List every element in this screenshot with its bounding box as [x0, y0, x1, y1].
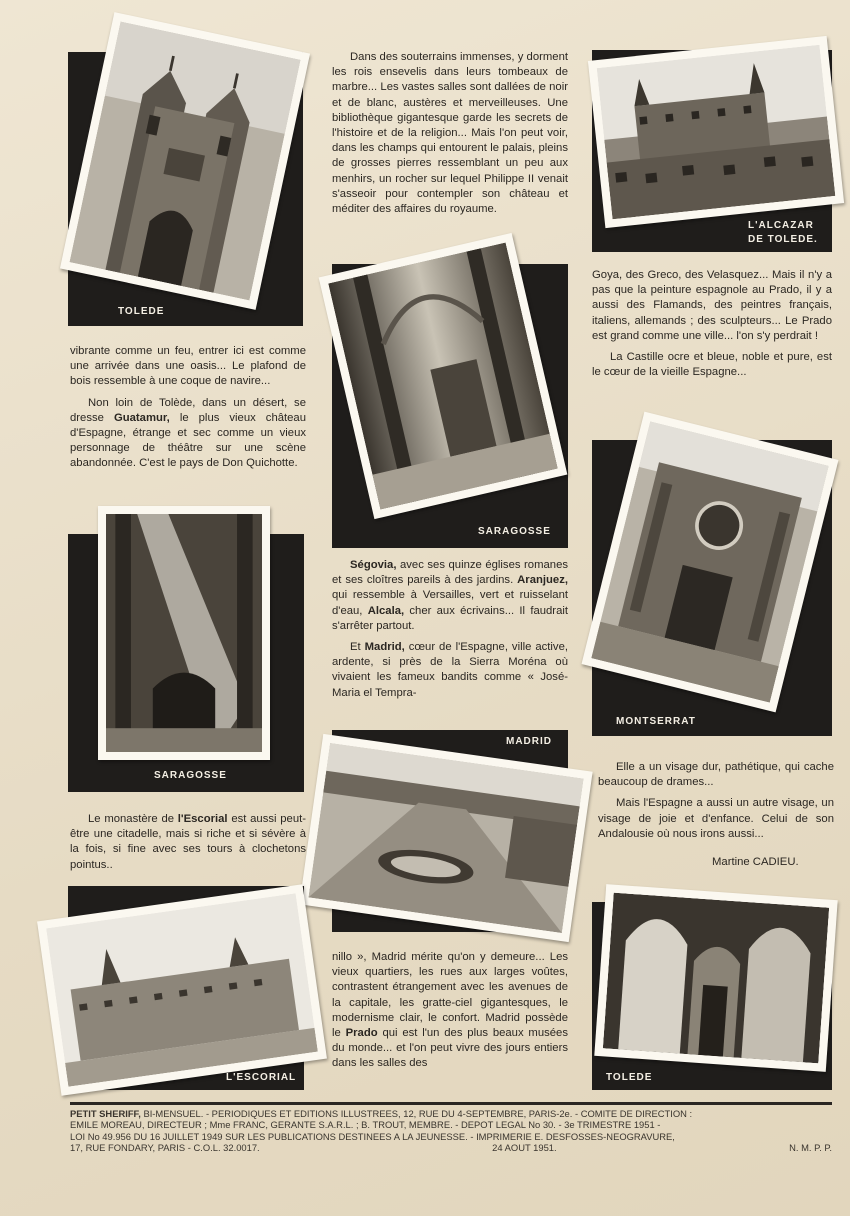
- text-run: cher aux écrivains... Il faudrait s'arrêter partout.: [332, 604, 568, 632]
- text-run: est aussi peut-être une citadelle, mais si riche et si sévère à la fois, si fine avec ses tours à clochetons pointus..: [70, 813, 307, 871]
- publication-name: PETIT SHERIFF,: [70, 1108, 141, 1119]
- text-run: Et: [350, 641, 365, 654]
- toledo-bottom-photo: [594, 884, 837, 1072]
- escorial-caption: L'ESCORIAL: [226, 1072, 297, 1083]
- escorial-photo: [37, 884, 327, 1096]
- toledo-top-caption: TOLEDE: [118, 306, 165, 317]
- toledo-bottom-caption: TOLEDE: [606, 1072, 653, 1083]
- montserrat-caption: MONTSERRAT: [616, 716, 696, 727]
- imprint-line: [70, 1108, 832, 1119]
- author-signature: Martine CADIEU.: [712, 856, 799, 868]
- paragraph: La Castille ocre et bleue, noble et pure, est le cœur de la vieille Espagne...: [592, 351, 832, 379]
- saragosse-center-caption: SARAGOSSE: [478, 526, 551, 537]
- left-text-3: [70, 812, 306, 879]
- text-run: nillo », Madrid mérite qu'on y demeure... Les vieux quartiers, les rues aux larges voûtes, contrastent étrangement avec les avenues de la capitale, les gratte-ciel gigantesques, le modernisme clair, le confort. Madrid possède le: [332, 951, 568, 1040]
- text-run: BI-MENSUEL. - PERIODIQUES ET EDITIONS ILLUSTREES, 12, RUE DU 4-SEPTEMBRE, PARIS-2e. - COMITE DE DIRECTION :: [140, 1108, 693, 1119]
- text-run-bold: Aranjuez,: [517, 574, 568, 587]
- center-top-text: [332, 50, 568, 223]
- alcazar-caption-line2: DE TOLEDE.: [748, 234, 818, 245]
- madrid-caption: MADRID: [506, 736, 552, 747]
- paragraph: Mais l'Espagne a aussi un autre visage, un visage de joie et d'enfance. Celui de son Andalousie où nous irons aussi...: [598, 797, 834, 840]
- text-run-bold: Alcala,: [367, 604, 405, 617]
- imprint-line: [70, 1142, 832, 1153]
- saragosse-left-photo: [98, 506, 270, 760]
- left-text-1: [70, 344, 306, 478]
- saragosse-left-caption: SARAGOSSE: [154, 770, 227, 781]
- paragraph: [332, 558, 568, 634]
- paragraph: Dans des souterrains immenses, y dorment les rois ensevelis dans leurs tombeaux de marbre... Les vastes salles sont dallées de noir et de blanc, austères et merveilleuses. Une bibliothèque gigantesque garde les secrets de l'histoire et de la religion... Mais l'on peut voir, dans les champs qui entourent le palais, pleins de grosses pierres ressemblant un peu aux menhirs, un rocher sur lequel Philippe II venait s'asseoir pour contempler son château et méditer des affaires du royaume.: [332, 51, 568, 216]
- alcazar-photo: [588, 36, 844, 228]
- paragraph: Goya, des Greco, des Velasquez... Mais il n'y a pas que la peinture espagnole au Prado, il y a aussi des Flamands, des peintres français, italiens, allemands ; des sculpteurs... Le Prado est grand comme une ville... l'on s'y perdrait !: [592, 269, 832, 342]
- center-mid-text: [332, 558, 568, 707]
- text-run: Non loin de Tolède, dans un désert, se dresse: [70, 396, 306, 424]
- imprint-date: 24 AOUT 1951.: [492, 1142, 557, 1154]
- imprint-line: EMILE MOREAU, DIRECTEUR ; Mme FRANC, GERANTE S.A.R.L. ; B. TROUT, MEMBRE. - DEPOT LEGAL No 30. - 3e TRIMESTRE 1951 -: [70, 1119, 661, 1131]
- text-run: cœur de l'Espagne, ville active, ardente, si près de la Sierra Moréna où vivaient les fameux bandits comme « José-Maria el Tempra-: [332, 641, 568, 699]
- text-run-bold: Guatamur,: [113, 411, 170, 424]
- paragraph: [70, 396, 306, 472]
- paragraph: Elle a un visage dur, pathétique, qui cache beaucoup de drames...: [598, 761, 834, 789]
- paragraph: [70, 812, 306, 873]
- text-run-bold: Prado: [345, 1027, 378, 1040]
- imprint-footer: [70, 1102, 832, 1154]
- alcazar-caption-line1: L'ALCAZAR: [748, 220, 814, 231]
- imprint-distributor: N. M. P. P.: [789, 1142, 832, 1154]
- text-run: avec ses quinze églises romanes et ses cloîtres pareils à des jardins.: [332, 559, 568, 587]
- right-text-2: [598, 760, 834, 848]
- paragraph: [332, 950, 568, 1072]
- imprint-line: LOI No 49.956 DU 16 JUILLET 1949 SUR LES PUBLICATIONS DESTINEES A LA JEUNESSE. - IMPRIMERIE E. DESFOSSES-NEOGRAVURE,: [70, 1130, 675, 1142]
- paragraph: vibrante comme un feu, entrer ici est comme une arrivée dans une oasis... Le plafond de bois ressemble à une coque de navire...: [70, 345, 306, 388]
- right-text-1: [592, 268, 832, 386]
- text-run: qui ressemble à Versailles, vert et ruisselant d'eau,: [332, 589, 568, 617]
- text-run: le plus vieux château d'Espagne, étrange et sec comme un vieux personnage de théâtre sur une scène abandonnée. C'est le pays de Don Quichotte.: [70, 411, 306, 470]
- text-run-bold: Madrid,: [364, 641, 405, 654]
- center-bottom-text: [332, 950, 568, 1078]
- text-run: qui est l'un des plus beaux musées du monde... et l'on peut vivre des jours entiers dans les salles des: [332, 1027, 568, 1070]
- text-run-bold: l'Escorial: [177, 813, 228, 825]
- paragraph: [332, 640, 568, 701]
- text-run: Le monastère de: [88, 813, 178, 825]
- text-run-bold: Ségovia,: [350, 559, 397, 571]
- imprint-address: 17, RUE FONDARY, PARIS - C.O.L. 32.0017.: [70, 1142, 260, 1154]
